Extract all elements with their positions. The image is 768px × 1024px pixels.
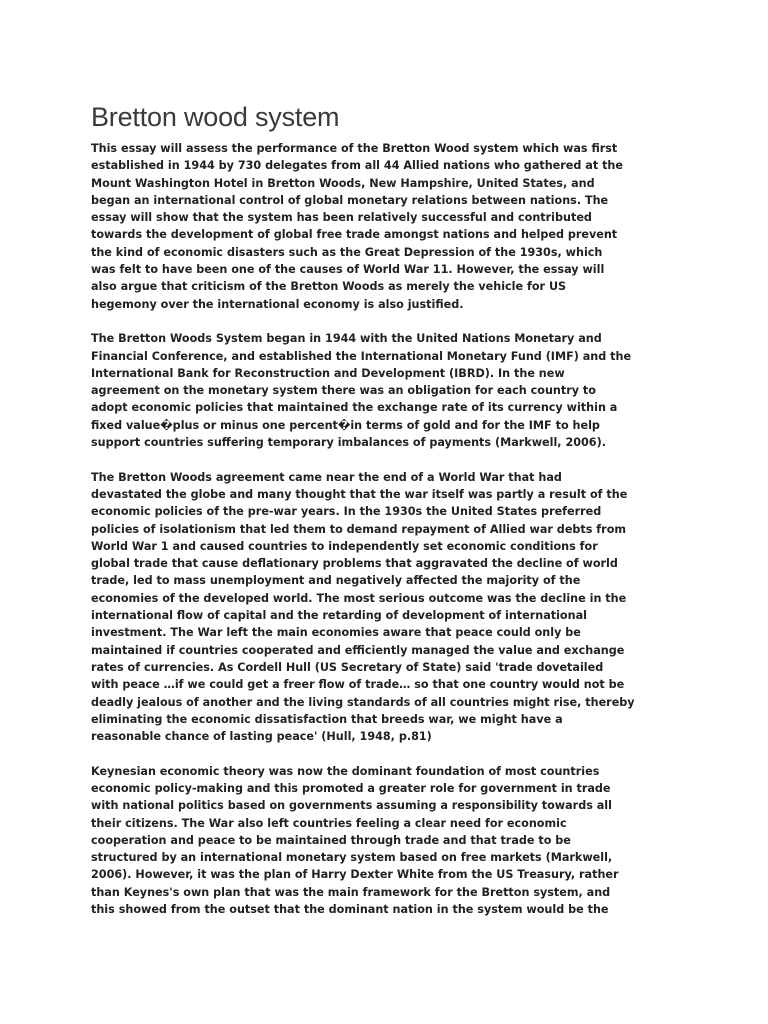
text-line: with national politics based on governments assuming a responsibility towards all: [91, 799, 612, 813]
text-line: fixed value�plus or minus one percent�in terms of gold and for the IMF to help: [91, 418, 600, 432]
text-line: global trade that cause deflationary problems that aggravated the decline of world: [91, 557, 618, 571]
text-line: eliminating the economic dissatisfaction that breeds war, we might have a: [91, 712, 563, 726]
text-line: The Bretton Woods System began in 1944 with the United Nations Monetary and: [91, 332, 602, 346]
paragraph: [91, 330, 691, 451]
text-line: Keynesian economic theory was now the dominant foundation of most countries: [91, 764, 600, 778]
text-line: Mount Washington Hotel in Bretton Woods, New Hampshire, United States, and: [91, 176, 595, 190]
text-line: 2006). However, it was the plan of Harry Dexter White from the US Treasury, rather: [91, 868, 619, 882]
text-line: trade, led to mass unemployment and negatively affected the majority of the: [91, 574, 581, 588]
text-line: World War 1 and caused countries to independently set economic conditions for: [91, 539, 598, 553]
text-line: maintained if countries cooperated and efficiently managed the value and exchange: [91, 643, 625, 657]
text-line: investment. The War left the main economies aware that peace could only be: [91, 626, 581, 640]
text-line: policies of isolationism that led them to demand repayment of Allied war debts from: [91, 522, 627, 536]
text-line: agreement on the monetary system there was an obligation for each country to: [91, 384, 596, 398]
paragraph: [91, 469, 691, 746]
text-line: towards the development of global free trade amongst nations and helped prevent: [91, 228, 618, 242]
text-line: The Bretton Woods agreement came near the end of a World War that had: [91, 470, 562, 484]
text-line: deadly jealous of another and the living standards of all countries might rise, thereby: [91, 695, 635, 709]
text-line: economies of the developed world. The most serious outcome was the decline in the: [91, 591, 627, 605]
text-line: International Bank for Reconstruction and Development (IBRD). In the new: [91, 366, 565, 380]
paragraph: [91, 763, 691, 919]
text-line: devastated the globe and many thought that the war itself was partly a result of the: [91, 487, 628, 501]
text-line: economic policies of the pre-war years. In the 1930s the United States preferred: [91, 505, 602, 519]
text-line: the kind of economic disasters such as the Great Depression of the 1930s, which: [91, 245, 603, 259]
text-line: adopt economic policies that maintained the exchange rate of its currency within a: [91, 401, 618, 415]
text-line: international flow of capital and the retarding of development of international: [91, 609, 587, 623]
text-line: Financial Conference, and established the International Monetary Fund (IMF) and the: [91, 349, 632, 363]
text-line: economic policy-making and this promoted a greater role for government in trade: [91, 781, 611, 795]
text-line: essay will show that the system has been relatively successful and contributed: [91, 211, 592, 225]
text-line: structured by an international monetary system based on free markets (Markwell,: [91, 851, 613, 865]
text-line: than Keynes's own plan that was the main framework for the Bretton system, and: [91, 885, 611, 899]
text-line: hegemony over the international economy is also justified.: [91, 297, 464, 311]
text-line: also argue that criticism of the Bretton Woods as merely the vehicle for US: [91, 280, 567, 294]
document-body: [91, 140, 691, 936]
document-title: Bretton wood system: [91, 102, 340, 132]
text-line: this showed from the outset that the dominant nation in the system would be the: [91, 903, 609, 917]
text-line: reasonable chance of lasting peace' (Hull, 1948, p.81): [91, 730, 432, 744]
text-line: support countries suffering temporary imbalances of payments (Markwell, 2006).: [91, 436, 606, 450]
text-line: with peace …if we could get a freer flow of trade… so that one country would not be: [91, 678, 625, 692]
text-line: This essay will assess the performance of the Bretton Wood system which was first: [91, 142, 618, 155]
text-line: began an international control of global monetary relations between nations. The: [91, 193, 609, 207]
text-line: was felt to have been one of the causes of World War 11. However, the essay will: [91, 263, 605, 277]
text-line: their citizens. The War also left countries feeling a clear need for economic: [91, 816, 567, 830]
text-line: established in 1944 by 730 delegates from all 44 Allied nations who gathered at the: [91, 159, 623, 173]
paragraph: [91, 140, 691, 313]
text-line: cooperation and peace to be maintained through trade and that trade to be: [91, 833, 571, 847]
text-line: rates of currencies. As Cordell Hull (US Secretary of State) said 'trade dovetailed: [91, 660, 604, 674]
